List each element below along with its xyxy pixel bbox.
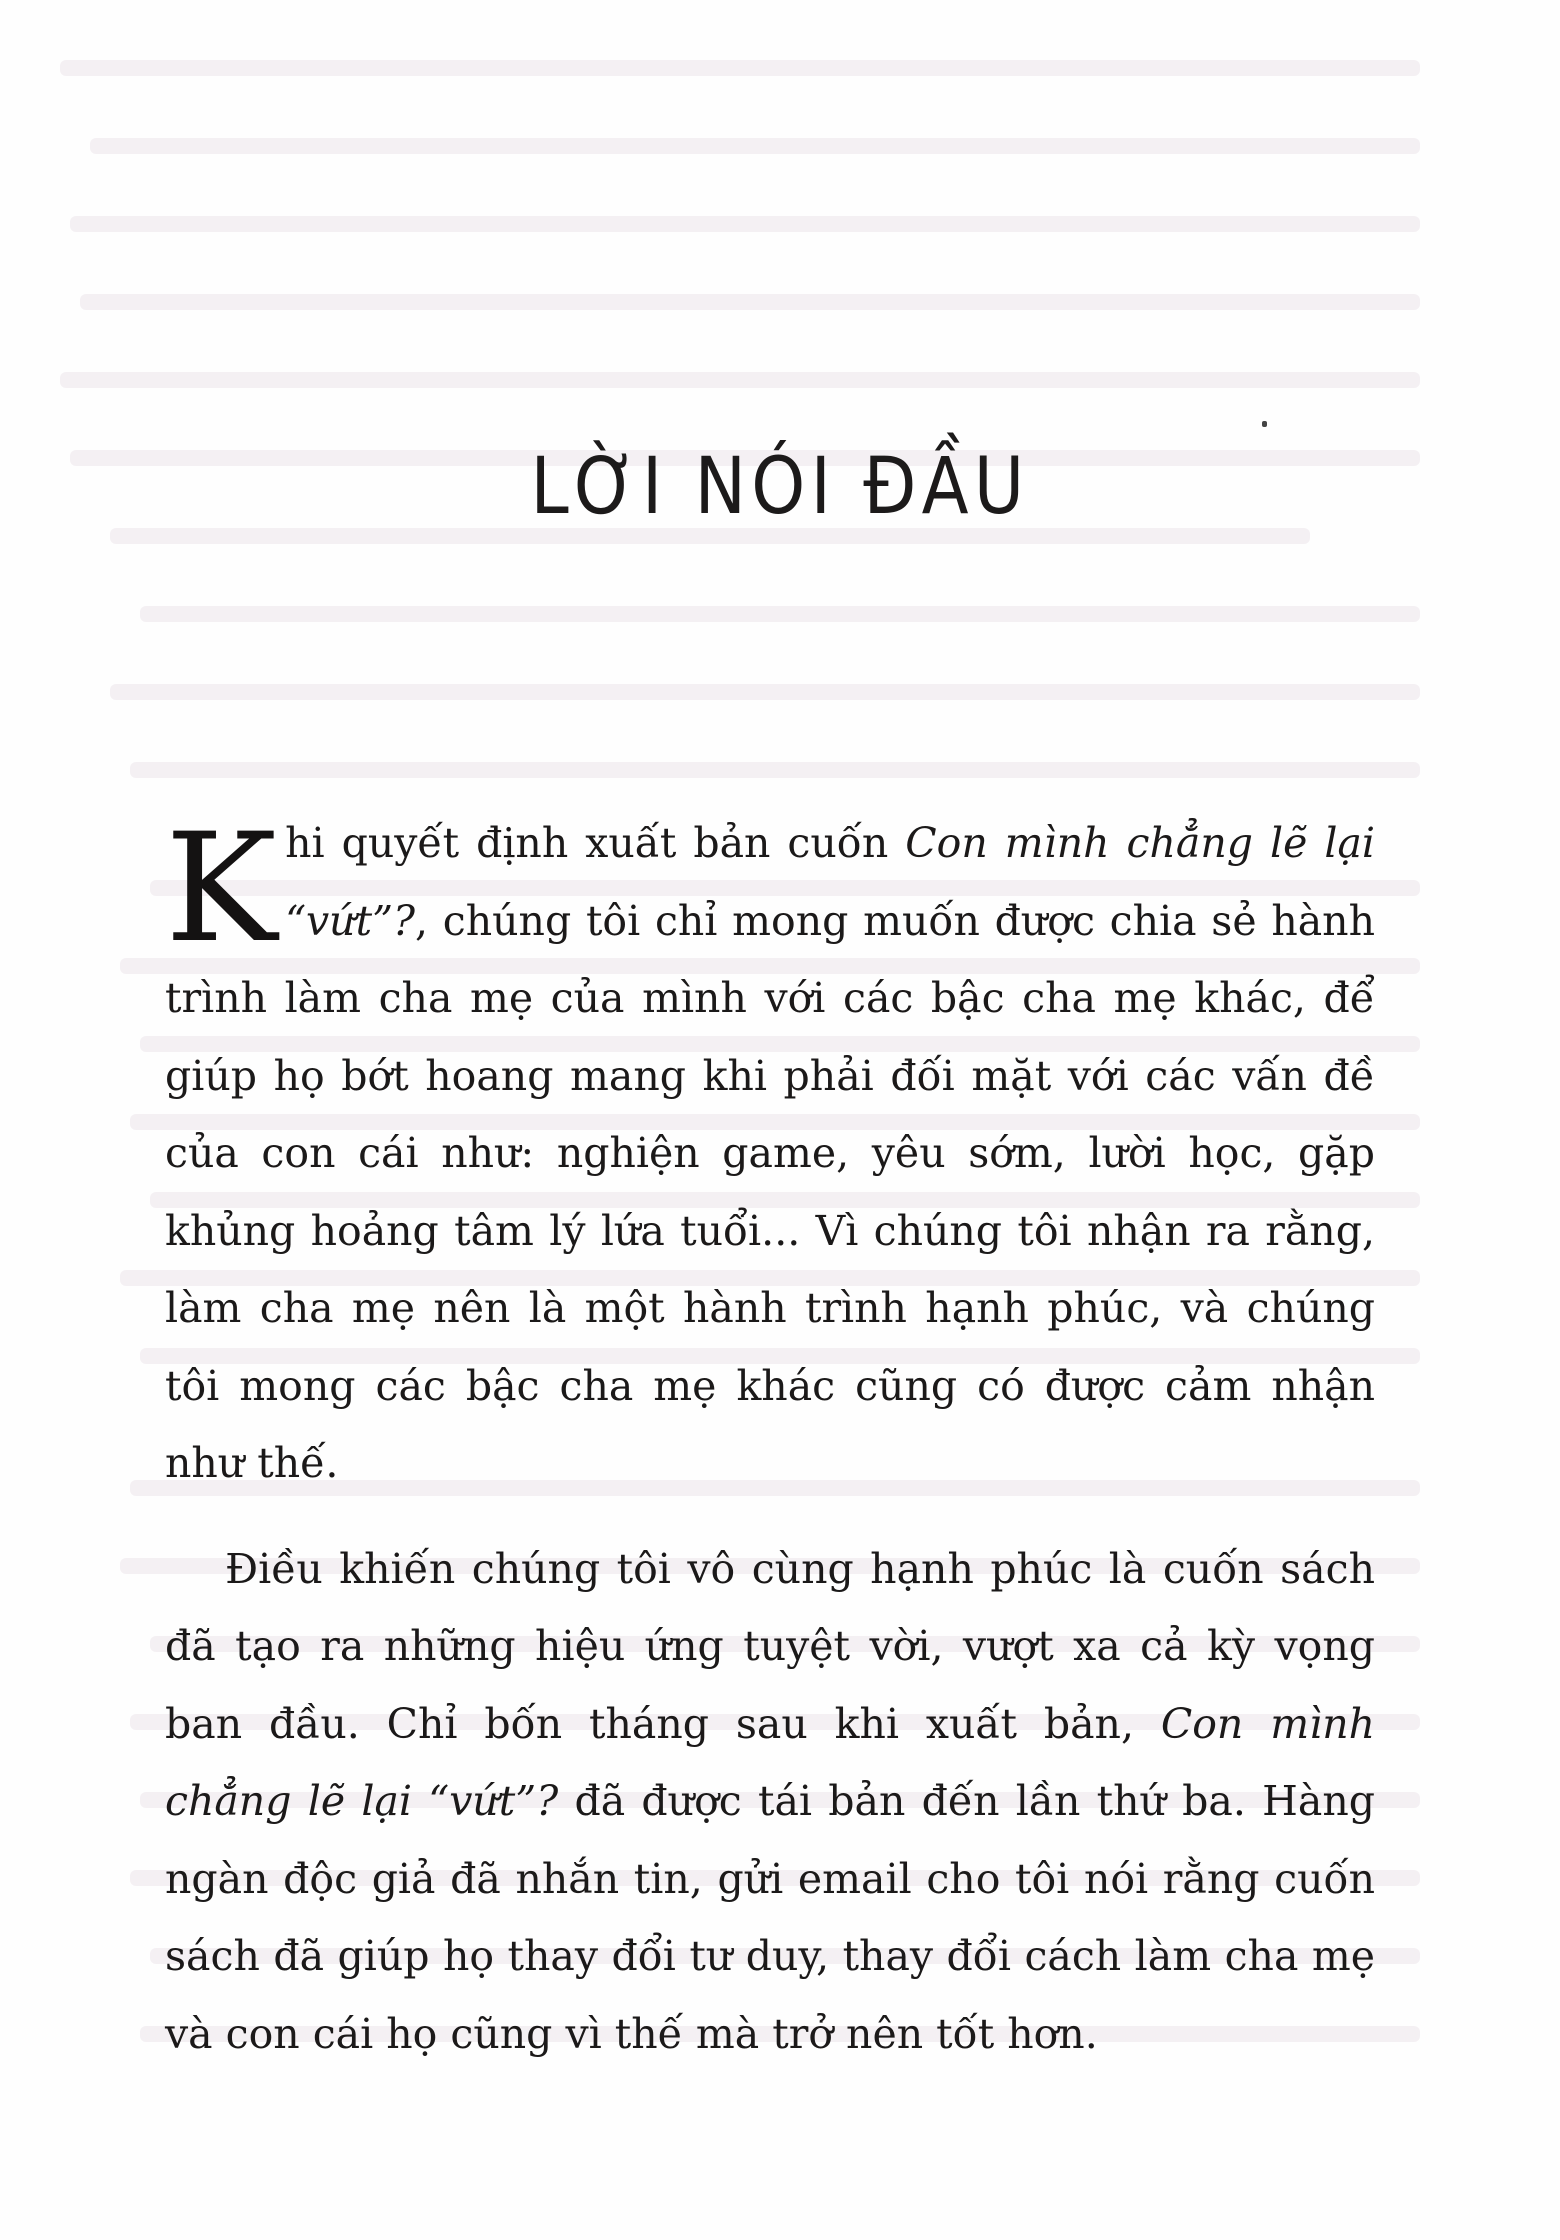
paragraph-2-segment-3: đã được tái bản đến lần thứ ba. Hàng ngàn độc giả đã nhắn tin, gửi email cho tôi nói rằng cuốn sách đã giúp họ thay đổi tư duy, thay đổi cách làm cha mẹ và con cái họ cũng vì thế mà trở nên tốt hơn. xyxy=(165,1777,1375,2058)
drop-cap: K xyxy=(165,802,278,976)
paragraph-1-segment-1: hi quyết định xuất bản cuốn xyxy=(285,819,906,867)
paragraph-1-segment-3: , chúng tôi chỉ mong muốn được chia sẻ hành trình làm cha mẹ của mình với các bậc cha mẹ khác, để giúp họ bớt hoang mang khi phải đối mặt với các vấn đề của con cái như: nghiện game, yêu sớm, lười học, gặp khủng hoảng tâm lý lứa tuổi... Vì chúng tôi nhận ra rằng, làm cha mẹ nên là một hành trình hạnh phúc, và chúng tôi mong các bậc cha mẹ khác cũng có được cảm nhận như thế. xyxy=(165,896,1375,1487)
paragraph-2 xyxy=(165,1531,1375,2074)
body-text xyxy=(165,802,1376,2073)
book-title-italic: Con mình chẳng lẽ lại “vứt”? xyxy=(165,1699,1376,1825)
chapter-title: LỜI NÓI ĐẦU xyxy=(530,442,1030,533)
paragraph-1 xyxy=(165,802,1376,1503)
paragraph-2-segment-1: Điều khiến chúng tôi vô cùng hạnh phúc là cuốn sách đã tạo ra những hiệu ứng tuyệt vời, vượt xa cả kỳ vọng ban đầu. Chỉ bốn tháng sau khi xuất bản, xyxy=(165,1544,1375,1748)
book-title-italic: Con mình chẳng lẽ lại “vứt”? xyxy=(285,819,1376,945)
ink-speck xyxy=(1262,421,1267,427)
